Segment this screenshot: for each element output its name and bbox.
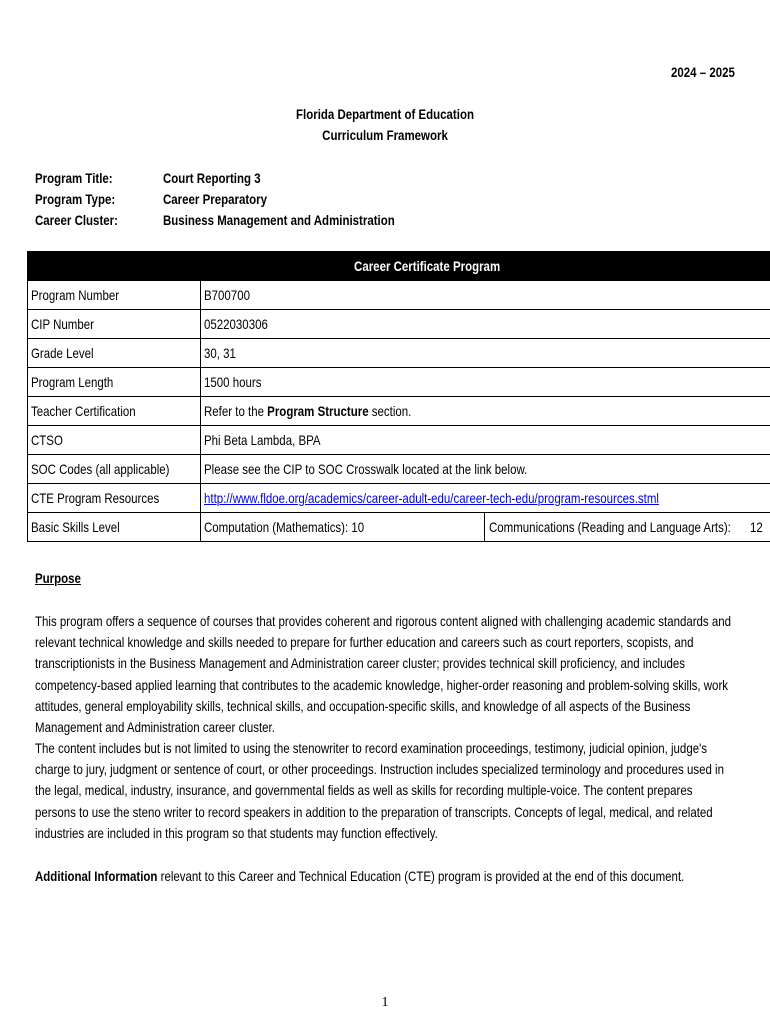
table-row bbox=[28, 368, 770, 397]
table-row bbox=[28, 484, 770, 513]
program-title-row bbox=[35, 168, 446, 189]
row-label: Teacher Certification bbox=[28, 397, 201, 426]
row-value: Please see the CIP to SOC Crosswalk located at the link below. bbox=[200, 455, 770, 484]
program-title-label: Program Title: bbox=[35, 170, 113, 186]
table-row bbox=[28, 455, 770, 484]
table-row bbox=[28, 281, 770, 310]
row-value: 1500 hours bbox=[200, 368, 770, 397]
career-cluster-value: Business Management and Administration bbox=[163, 212, 395, 228]
row-label: Program Length bbox=[28, 368, 201, 397]
purpose-paragraph: This program offers a sequence of courses that provides coherent and rigorous content aligned with challenging academic standards and relevant technical knowledge and skills needed to prepare for further education and careers such as court reporters, scopists, and transcriptionists in the Business Management and Administration career cluster; provides technical skill proficiency, and includes competency-based applied learning that contributes to the academic knowledge, higher-order reasoning and problem-solving skills, work attitudes, general employability skills, technical skills, and occupation-specific skills, and knowledge of all aspects of the Business Management and Administration career cluster. bbox=[35, 613, 732, 736]
page-number: 1 bbox=[381, 995, 389, 1010]
document-header bbox=[0, 104, 770, 146]
program-type-row bbox=[35, 189, 446, 210]
table-heading: Career Certificate Program bbox=[28, 252, 770, 281]
row-label: Program Number bbox=[28, 281, 201, 310]
table-row bbox=[28, 339, 770, 368]
row-value bbox=[200, 484, 770, 513]
purpose-heading: Purpose bbox=[35, 570, 81, 586]
table-row bbox=[28, 397, 770, 426]
row-label: Grade Level bbox=[28, 339, 201, 368]
row-label: SOC Codes (all applicable) bbox=[28, 455, 201, 484]
row-value: B700700 bbox=[200, 281, 770, 310]
program-type-value: Career Preparatory bbox=[163, 191, 268, 207]
program-title-value: Court Reporting 3 bbox=[163, 170, 261, 186]
row-value: Refer to the Program Structure section. bbox=[200, 397, 770, 426]
program-info bbox=[35, 168, 446, 231]
additional-info-paragraph: Additional Information relevant to this Career and Technical Education (CTE) program is provided at the end of this document. bbox=[35, 868, 685, 884]
row-label: CTSO bbox=[28, 426, 201, 455]
table-row bbox=[28, 426, 770, 455]
row-value: 30, 31 bbox=[200, 339, 770, 368]
row-label: CIP Number bbox=[28, 310, 201, 339]
row-label: CTE Program Resources bbox=[28, 484, 201, 513]
school-year: 2024 – 2025 bbox=[671, 64, 735, 80]
basic-skills-cell bbox=[200, 513, 770, 542]
department-title: Florida Department of Education bbox=[296, 106, 474, 122]
program-resources-link[interactable]: http://www.fldoe.org/academics/career-adult-edu/career-tech-edu/program-resources.stml bbox=[203, 490, 659, 506]
row-label: Basic Skills Level bbox=[28, 513, 201, 542]
framework-title: Curriculum Framework bbox=[322, 127, 448, 143]
program-structure-ref: Program Structure bbox=[267, 403, 369, 419]
table-heading-row bbox=[28, 252, 770, 281]
content-paragraph: The content includes but is not limited to using the stenowriter to record examination proceedings, testimony, judicial opinion, judge's charge to jury, judgment or sentence of court, or other proceedings. Instruction includes specialized terminology and procedures used in the legal, medical, industry, insurance, and governmental fields as well as skills for recording multiple-voice. The content prepares persons to use the steno writer to record speakers in addition to the preparation of transcripts. Concepts of legal, medical, and related industries are included in this program so that students may function effectively. bbox=[35, 740, 724, 841]
computation-level: Computation (Mathematics): 10 bbox=[201, 513, 485, 541]
row-value: Phi Beta Lambda, BPA bbox=[200, 426, 770, 455]
career-cluster-row bbox=[35, 210, 446, 231]
career-cluster-label: Career Cluster: bbox=[35, 212, 118, 228]
program-type-label: Program Type: bbox=[35, 191, 116, 207]
row-value: 0522030306 bbox=[200, 310, 770, 339]
communications-level: Communications (Reading and Language Arts): 12 bbox=[488, 519, 763, 535]
additional-info-label: Additional Information bbox=[35, 868, 158, 884]
table-row bbox=[28, 310, 770, 339]
table-row bbox=[28, 513, 770, 542]
program-table bbox=[27, 251, 770, 542]
